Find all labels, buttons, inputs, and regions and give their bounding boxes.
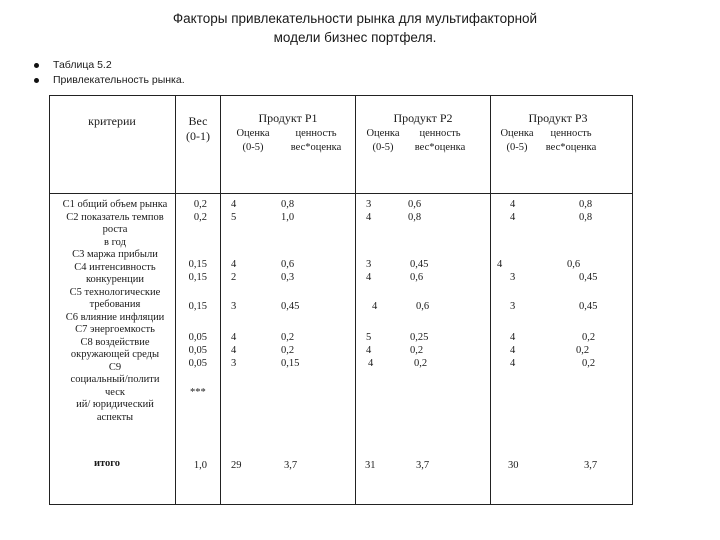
weight-header: Вес — [188, 114, 208, 128]
page-title — [130, 9, 580, 47]
criteria-line: С5 технологические — [69, 286, 161, 298]
criteria-header: критерии — [88, 114, 136, 128]
p2-value: 0,6 — [408, 199, 422, 210]
criteria-line: С4 интенсивность — [74, 261, 156, 273]
p2-score: 4 — [368, 358, 374, 369]
p1-score: 4 — [231, 332, 237, 343]
p3-value: 0,2 — [576, 345, 590, 356]
p2-value: 0,6 — [416, 301, 430, 312]
p2-score: 4 — [366, 272, 372, 283]
p1-value: 0,2 — [281, 345, 295, 356]
product-p3-header: Продукт Р3 — [528, 111, 588, 125]
p2-value-formula: вес*оценка — [414, 142, 466, 153]
bullet-item: Привлекательность рынка. — [34, 73, 185, 88]
p1-score: 3 — [231, 301, 237, 312]
p1-value: 0,3 — [281, 272, 295, 283]
p2-score: 5 — [366, 332, 372, 343]
product-p2-header: Продукт Р2 — [393, 111, 453, 125]
criteria-line: С9 — [108, 361, 122, 373]
p3-value-header: ценность — [550, 128, 592, 139]
p3-value: 0,2 — [582, 332, 596, 343]
p1-value: 1,0 — [281, 212, 295, 223]
weight-cell: 0,2 — [193, 199, 207, 210]
criteria-line: С6 влияние инфляции — [65, 311, 165, 323]
criteria-line: С1 общий объем рынка — [62, 199, 168, 210]
p2-score: 4 — [366, 345, 372, 356]
p2-value: 0,2 — [410, 345, 424, 356]
criteria-line: ческ — [105, 386, 125, 398]
total-label: итого — [93, 458, 121, 469]
p1-total-score: 29 — [231, 460, 242, 471]
p2-score: 3 — [366, 199, 372, 210]
weight-total: 1,0 — [193, 460, 207, 471]
p3-total-value: 3,7 — [584, 460, 598, 471]
weight-cell: 0,15 — [188, 272, 207, 283]
p1-score: 4 — [231, 199, 237, 210]
p1-value: 0,15 — [281, 358, 300, 369]
p3-score: 4 — [510, 199, 516, 210]
p3-value: 0,45 — [579, 272, 598, 283]
p1-value-header: ценность — [295, 128, 337, 139]
weight-cell: 0,05 — [188, 345, 207, 356]
p2-score: 4 — [372, 301, 378, 312]
criteria-line: роста — [102, 224, 128, 235]
p3-score: 3 — [510, 272, 516, 283]
p1-value: 0,8 — [281, 199, 295, 210]
p1-score: 4 — [231, 259, 237, 270]
criteria-line: в год — [104, 236, 126, 248]
title-line-1: Факторы привлекательности рынка для мультифакторной — [172, 11, 538, 26]
p3-score: 3 — [510, 301, 516, 312]
p3-score: 4 — [497, 259, 503, 270]
criteria-line: социальный/полити — [70, 374, 160, 385]
weight-cell: 0,15 — [188, 301, 207, 312]
p1-score: 2 — [231, 272, 237, 283]
weight-range: (0-1) — [186, 129, 210, 143]
p1-total-value: 3,7 — [284, 460, 298, 471]
p3-value: 0,45 — [579, 301, 598, 312]
header-divider — [49, 193, 633, 194]
weight-cell: 0,15 — [188, 259, 207, 270]
criteria-list — [52, 199, 178, 424]
p3-total-score: 30 — [508, 460, 519, 471]
column-divider — [490, 95, 491, 505]
bullet-item: Таблица 5.2 — [34, 58, 185, 73]
p2-total-value: 3,7 — [416, 460, 430, 471]
p3-value: 0,2 — [582, 358, 596, 369]
p1-value: 0,2 — [281, 332, 295, 343]
criteria-line: ий/ юридический — [76, 399, 154, 410]
criteria-line: окружающей среды — [70, 349, 160, 360]
p3-score-range: (0-5) — [506, 142, 528, 153]
weight-cell: 0,2 — [193, 212, 207, 223]
criteria-line: конкуренции — [85, 274, 145, 285]
bullet-list — [34, 58, 185, 88]
p2-score-header: Оценка — [366, 128, 400, 139]
title-line-2: модели бизнес портфеля. — [273, 30, 437, 45]
p3-score: 4 — [510, 345, 516, 356]
criteria-line: аспекты — [96, 411, 134, 423]
p1-score: 4 — [231, 345, 237, 356]
p3-score-header: Оценка — [500, 128, 534, 139]
criteria-line: требования — [89, 299, 141, 310]
p2-value: 0,45 — [410, 259, 429, 270]
weight-cell: 0,05 — [188, 332, 207, 343]
p2-value: 0,6 — [410, 272, 424, 283]
p3-score: 4 — [510, 332, 516, 343]
p1-value: 0,45 — [281, 301, 300, 312]
p3-value: 0,6 — [567, 259, 581, 270]
weight-cell: *** — [190, 387, 206, 398]
p2-score-range: (0-5) — [372, 142, 394, 153]
p3-score: 4 — [510, 358, 516, 369]
p2-total-score: 31 — [365, 460, 376, 471]
p3-value: 0,8 — [579, 199, 593, 210]
p1-value: 0,6 — [281, 259, 295, 270]
p3-score: 4 — [510, 212, 516, 223]
p2-value: 0,2 — [414, 358, 428, 369]
column-divider — [220, 95, 221, 505]
weight-cell: 0,05 — [188, 358, 207, 369]
product-p1-header: Продукт Р1 — [258, 111, 318, 125]
criteria-line: С8 воздействие — [80, 336, 150, 348]
p1-score: 3 — [231, 358, 237, 369]
p2-score: 3 — [366, 259, 372, 270]
p3-value: 0,8 — [579, 212, 593, 223]
criteria-line: С3 маржа прибыли — [72, 249, 158, 260]
p2-value-header: ценность — [419, 128, 461, 139]
p1-score-header: Оценка — [236, 128, 270, 139]
column-divider — [355, 95, 356, 505]
p2-score: 4 — [366, 212, 372, 223]
p1-score: 5 — [231, 212, 237, 223]
criteria-line: С2 показатель темпов — [66, 211, 164, 223]
p2-value: 0,25 — [410, 332, 429, 343]
p2-value: 0,8 — [408, 212, 422, 223]
p1-value-formula: вес*оценка — [290, 142, 342, 153]
criteria-line: С7 энергоемкость — [75, 324, 155, 335]
p1-score-range: (0-5) — [242, 142, 264, 153]
p3-value-formula: вес*оценка — [545, 142, 597, 153]
